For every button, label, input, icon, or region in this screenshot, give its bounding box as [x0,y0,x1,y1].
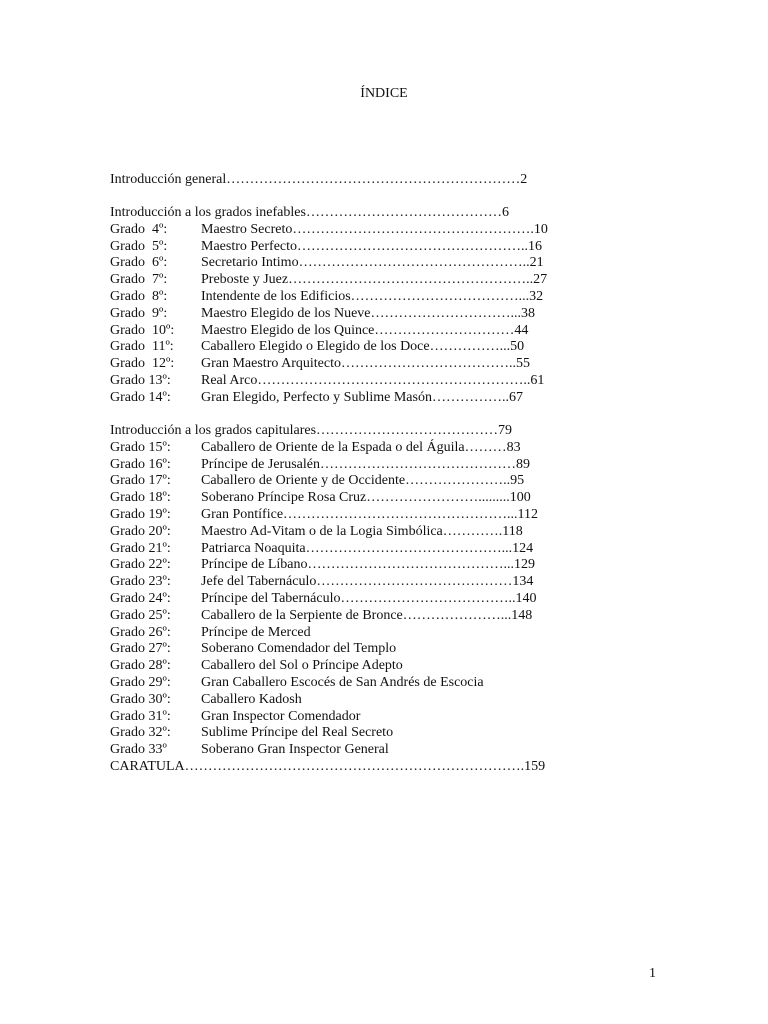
toc-grade-label: Grado 18º: [110,490,171,505]
toc-grade-label: Grado 6º: [110,255,168,270]
toc-row [110,741,389,758]
toc-entry: Patriarca Noaquita……………………………………...124 [201,541,534,556]
toc-grade-label: Grado 27º: [110,641,171,656]
toc-grade-label: Grado 12º: [110,356,175,371]
toc-grade-label: Grado 8º: [110,289,168,304]
toc-row [110,657,403,674]
toc-caratula [110,758,546,775]
toc-row [110,472,525,489]
toc-entry: Príncipe de Líbano……………………………………...129 [201,557,536,572]
toc-row [110,556,536,573]
toc-grade-label: Grado 19º: [110,507,171,522]
toc-row [110,456,530,473]
toc-entry: Príncipe de Jerusalén……………………………………89 [201,457,530,472]
toc-entry: Soberano Gran Inspector General [201,742,389,757]
toc-intro-capitulares-text: Introducción a los grados capitulares…………………………………79 [110,423,513,438]
toc-grade-label: Grado 32º: [110,725,171,740]
toc-entry: Gran Maestro Arquitecto………………………………..55 [201,356,530,371]
toc-entry: Caballero de Oriente de la Espada o del Águila………83 [201,440,521,455]
toc-entry: Gran Elegido, Perfecto y Sublime Masón……………..67 [201,390,523,405]
toc-row [110,691,302,708]
toc-grade-label: Grado 25º: [110,608,171,623]
toc-grade-label: Grado 15º: [110,440,171,455]
toc-entry: Caballero del Sol o Príncipe Adepto [201,658,403,673]
toc-entry: Gran Pontífice…………………………………………...112 [201,507,539,522]
toc-intro-inefables-text: Introducción a los grados inefables……………………………………6 [110,205,509,220]
toc-grade-label: Grado 31º: [110,709,171,724]
toc-entry: Maestro Ad-Vitam o de la Logia Simbólica………….118 [201,524,523,539]
toc-row [110,238,543,255]
toc-row [110,489,531,506]
toc-entry: Maestro Perfecto…………………………………………..16 [201,239,543,254]
toc-entry: Caballero Kadosh [201,692,302,707]
toc-entry: Jefe del Tabernáculo……………………………………134 [201,574,534,589]
toc-grade-label: Grado 29º: [110,675,171,690]
toc-grade-label: Grado 13º: [110,373,171,388]
toc-grade-label: Grado 14º: [110,390,171,405]
toc-entry: Caballero de Oriente y de Occidente…………………..95 [201,473,525,488]
toc-grade-label: Grado 26º: [110,625,171,640]
toc-entry: Caballero de la Serpiente de Bronce…………………...148 [201,608,533,623]
toc-row [110,506,539,523]
toc-row [110,607,533,624]
toc-row [110,523,523,540]
toc-grade-label: Grado 22º: [110,557,171,572]
toc-row [110,338,525,355]
toc-entry: Gran Caballero Escocés de San Andrés de Escocia [201,675,484,690]
toc-grade-label: Grado 5º: [110,239,168,254]
toc-entry: Preboste y Juez……………………………………………..27 [201,272,548,287]
toc-intro-general [110,171,528,188]
toc-grade-label: Grado 4º: [110,222,168,237]
toc-entry: Gran Inspector Comendador [201,709,361,724]
toc-entry: Maestro Elegido de los Nueve…………………………...38 [201,306,536,321]
toc-row [110,708,361,725]
toc-grade-label: Grado 10º: [110,323,175,338]
toc-grade-label: Grado 33º [110,742,167,757]
toc-entry: Soberano Príncipe Rosa Cruz…………………….........100 [201,490,531,505]
toc-entry: Real Arco…………………………………………………..61 [201,373,545,388]
toc-grade-label: Grado 17º: [110,473,171,488]
toc-caratula-text: CARATULA……………………………………………………………….159 [110,759,546,774]
toc-grade-label: Grado 23º: [110,574,171,589]
toc-grade-label: Grado 30º: [110,692,171,707]
toc-grade-label: Grado 16º: [110,457,171,472]
toc-entry: Maestro Elegido de los Quince…………………………44 [201,323,529,338]
toc-entry: Príncipe de Merced [201,625,311,640]
toc-row [110,624,311,641]
page-title: ÍNDICE [360,86,408,101]
toc-row [110,372,545,389]
toc-entry: Príncipe del Tabernáculo………………………………..140 [201,591,537,606]
toc-row [110,254,544,271]
toc-row [110,674,484,691]
toc-row [110,439,521,456]
toc-intro-general-text: Introducción general………………………………………………………2 [110,172,528,187]
toc-entry: Maestro Secreto…………………………………………….10 [201,222,548,237]
toc-intro-inefables [110,204,509,221]
toc-entry: Soberano Comendador del Templo [201,641,397,656]
toc-row [110,724,394,741]
toc-row [110,640,397,657]
toc-entry: Secretario Intimo…………………………………………..21 [201,255,544,270]
toc-row [110,590,537,607]
toc-row [110,221,548,238]
toc-row [110,573,534,590]
toc-row [110,288,544,305]
page-number: 1 [649,966,656,981]
toc-row [110,355,530,372]
toc-grade-label: Grado 28º: [110,658,171,673]
toc-entry: Sublime Príncipe del Real Secreto [201,725,394,740]
toc-entry: Intendente de los Edificios………………………………...32 [201,289,544,304]
toc-grade-label: Grado 7º: [110,272,168,287]
toc-grade-label: Grado 11º: [110,339,174,354]
toc-row [110,305,536,322]
toc-intro-capitulares [110,422,513,439]
toc-row [110,322,529,339]
toc-grade-label: Grado 9º: [110,306,168,321]
toc-grade-label: Grado 21º: [110,541,171,556]
toc-row [110,540,534,557]
toc-grade-label: Grado 24º: [110,591,171,606]
toc-row [110,271,548,288]
toc-entry: Caballero Elegido o Elegido de los Doce……………...50 [201,339,525,354]
toc-grade-label: Grado 20º: [110,524,171,539]
toc-row [110,389,523,406]
